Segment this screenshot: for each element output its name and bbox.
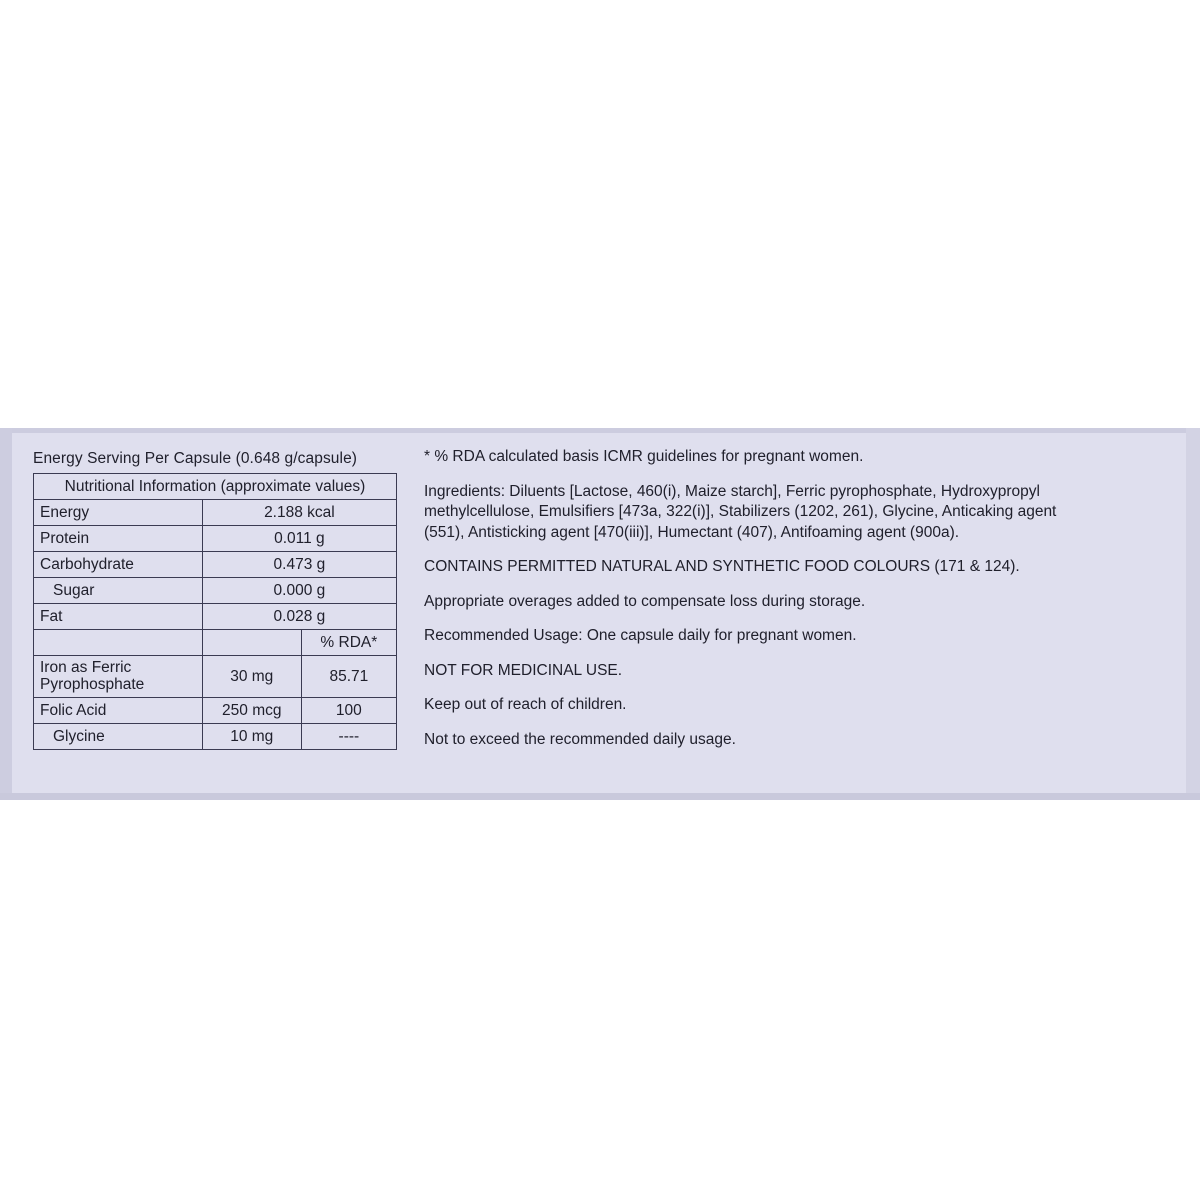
nutrient-name: Fat — [34, 604, 203, 630]
table-row — [34, 578, 397, 604]
nutrient-name-line2: Pyrophosphate — [40, 676, 145, 693]
empty-cell — [202, 630, 301, 656]
nutrient-name: Glycine — [34, 724, 203, 750]
nutrient-value: 0.473 g — [202, 552, 396, 578]
table-row — [34, 656, 397, 698]
nutrient-rda: 85.71 — [301, 656, 396, 698]
food-colours-notice: CONTAINS PERMITTED NATURAL AND SYNTHETIC FOOD COLOURS (171 & 124). — [424, 558, 1020, 575]
serving-size-line: Energy Serving Per Capsule (0.648 g/capsule) — [33, 450, 358, 467]
overages-notice: Appropriate overages added to compensate loss during storage. — [424, 592, 866, 610]
ingredients-text: Ingredients: Diluents [Lactose, 460(i), Maize starch], Ferric pyrophosphate, Hydroxypropyl methylcellulose, Emulsifiers [473a, 322(i)], Stabilizers (1202, 261), Glycine, Anticaking agent (551), Antisticking agent [470(iii)], Humectant (407), Antifoaming agent (900a). — [424, 482, 1057, 541]
keep-out-of-reach: Keep out of reach of children. — [424, 696, 627, 713]
nutrition-section — [33, 449, 399, 750]
empty-cell — [34, 630, 203, 656]
table-row — [34, 526, 397, 552]
nutrient-name-line1: Iron as Ferric — [40, 659, 132, 676]
do-not-exceed-usage: Not to exceed the recommended daily usage. — [424, 730, 736, 748]
nutrient-value: 0.028 g — [202, 604, 396, 630]
nutrition-table-header: Nutritional Information (approximate values) — [34, 474, 397, 500]
nutrient-value: 0.000 g — [202, 578, 396, 604]
rda-header: % RDA* — [301, 630, 396, 656]
nutrient-rda: 100 — [301, 698, 396, 724]
nutrient-name: Energy — [34, 500, 203, 526]
panel-edge-right — [1186, 428, 1200, 800]
nutrient-name: Protein — [34, 526, 203, 552]
nutrient-name: Sugar — [34, 578, 203, 604]
table-row — [34, 552, 397, 578]
recommended-usage: Recommended Usage: One capsule daily for pregnant women. — [424, 627, 857, 644]
table-row — [34, 724, 397, 750]
table-row — [34, 604, 397, 630]
table-row — [34, 500, 397, 526]
table-row — [34, 698, 397, 724]
panel-edge-bottom — [0, 793, 1200, 800]
nutrient-value: 0.011 g — [202, 526, 396, 552]
nutrient-amount: 10 mg — [202, 724, 301, 750]
table-row-header — [34, 474, 397, 500]
nutrition-table — [33, 473, 397, 750]
panel-edge-top — [0, 428, 1200, 433]
nutrient-amount: 250 mcg — [202, 698, 301, 724]
nutrient-name — [34, 656, 203, 698]
table-row-rda-header — [34, 630, 397, 656]
rda-footnote: * % RDA calculated basis ICMR guidelines for pregnant women. — [424, 448, 864, 465]
ingredients-section — [424, 447, 1064, 764]
panel-edge-left — [0, 428, 12, 800]
nutrient-name: Folic Acid — [34, 698, 203, 724]
nutrient-value: 2.188 kcal — [202, 500, 396, 526]
nutrient-rda: ---- — [301, 724, 396, 750]
nutrient-name: Carbohydrate — [34, 552, 203, 578]
not-for-medicinal-use: NOT FOR MEDICINAL USE. — [424, 661, 623, 679]
nutrient-amount: 30 mg — [202, 656, 301, 698]
